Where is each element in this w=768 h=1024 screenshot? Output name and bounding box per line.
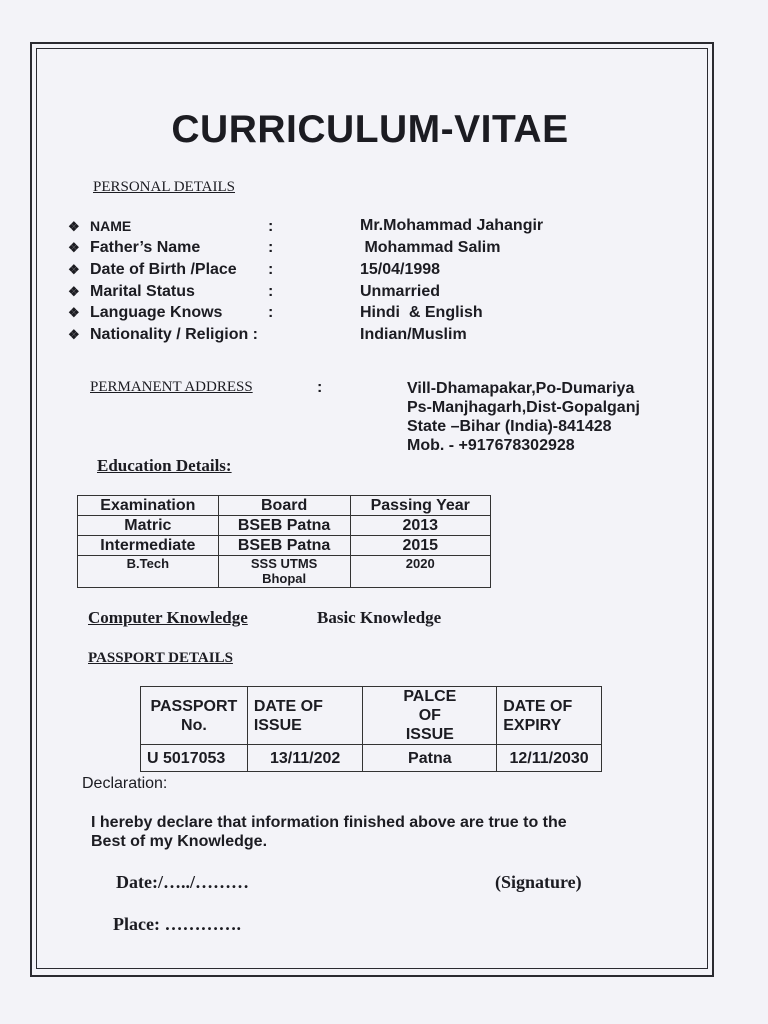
personal-details-heading: PERSONAL DETAILS xyxy=(93,179,235,195)
declaration-heading: Declaration: xyxy=(82,775,168,792)
address-heading: PERMANENT ADDRESS xyxy=(90,379,253,395)
table-header-cell: Examination xyxy=(78,496,219,516)
place-field: Place: …………. xyxy=(113,914,241,934)
passport-heading: PASSPORT DETAILS xyxy=(88,650,233,666)
pd-label-nationality: ❖ Nationality / Religion : xyxy=(68,326,259,343)
education-table xyxy=(77,495,491,588)
table-header-cell: Passing Year xyxy=(350,496,491,516)
bullet-icon: ❖ xyxy=(68,327,80,342)
table-header-row xyxy=(141,687,602,745)
pd-label-name: ❖ NAME xyxy=(68,218,132,234)
issue-place: Patna xyxy=(363,745,497,772)
pd-value-language: Hindi & English xyxy=(360,304,483,321)
bullet-icon: ❖ xyxy=(68,219,80,234)
table-row xyxy=(78,556,491,588)
table-header-cell: PALCE OF ISSUE xyxy=(363,687,497,745)
table-row xyxy=(141,745,602,772)
table-row xyxy=(78,516,491,536)
bullet-icon: ❖ xyxy=(68,305,80,320)
address-line-3: State –Bihar (India)-841428 xyxy=(407,418,612,435)
address-line-1: Vill-Dhamapakar,Po-Dumariya xyxy=(407,380,635,397)
passport-table xyxy=(140,686,602,772)
pd-colon: : xyxy=(268,283,274,300)
pd-value-dob: 15/04/1998 xyxy=(360,261,441,278)
computer-knowledge-value: Basic Knowledge xyxy=(317,608,442,627)
table-header-cell: PASSPORT No. xyxy=(141,687,248,745)
address-line-2: Ps-Manjhagarh,Dist-Gopalganj xyxy=(407,399,640,416)
pd-colon: : xyxy=(268,304,274,321)
table-cell: SSS UTMS Bhopal xyxy=(218,556,350,588)
pd-colon: : xyxy=(268,239,274,256)
table-header-cell: Board xyxy=(218,496,350,516)
table-cell: 2013 xyxy=(350,516,491,536)
table-header-cell: DATE OF ISSUE xyxy=(247,687,363,745)
table-cell: Intermediate xyxy=(78,536,219,556)
table-header-row xyxy=(78,496,491,516)
declaration-text-line-1: I hereby declare that information finished above are true to the xyxy=(91,814,567,831)
table-cell: BSEB Patna xyxy=(218,536,350,556)
computer-knowledge-label: Computer Knowledge xyxy=(88,608,248,627)
expiry-date: 12/11/2030 xyxy=(497,745,602,772)
pd-value-father: Mohammad Salim xyxy=(360,239,501,256)
pd-value-marital: Unmarried xyxy=(360,283,441,300)
declaration-text-line-2: Best of my Knowledge. xyxy=(91,833,268,850)
table-cell: Matric xyxy=(78,516,219,536)
pd-colon: : xyxy=(268,218,274,235)
table-cell: BSEB Patna xyxy=(218,516,350,536)
pd-value-nationality: Indian/Muslim xyxy=(360,326,467,343)
mobile-number: Mob. - +917678302928 xyxy=(407,437,575,454)
pd-label-language: ❖ Language Knows xyxy=(68,304,223,321)
pd-value-name: Mr.Mohammad Jahangir xyxy=(360,217,544,234)
pd-label-marital: ❖ Marital Status xyxy=(68,283,195,300)
pd-label-dob: ❖ Date of Birth /Place xyxy=(68,261,237,278)
pd-colon: : xyxy=(268,261,274,278)
date-field: Date:/…../……… xyxy=(116,872,249,892)
bullet-icon: ❖ xyxy=(68,284,80,299)
issue-date: 13/11/202 xyxy=(247,745,363,772)
table-cell: 2020 xyxy=(350,556,491,588)
document-title: CURRICULUM-VITAE xyxy=(171,108,569,151)
education-heading: Education Details: xyxy=(97,456,232,475)
address-colon: : xyxy=(317,379,323,396)
table-row xyxy=(78,536,491,556)
table-cell: B.Tech xyxy=(78,556,219,588)
pd-label-father: ❖ Father’s Name xyxy=(68,239,201,256)
passport-number: U 5017053 xyxy=(141,745,248,772)
table-header-cell: DATE OF EXPIRY xyxy=(497,687,602,745)
bullet-icon: ❖ xyxy=(68,240,80,255)
bullet-icon: ❖ xyxy=(68,262,80,277)
signature-label: (Signature) xyxy=(495,872,582,892)
table-cell: 2015 xyxy=(350,536,491,556)
